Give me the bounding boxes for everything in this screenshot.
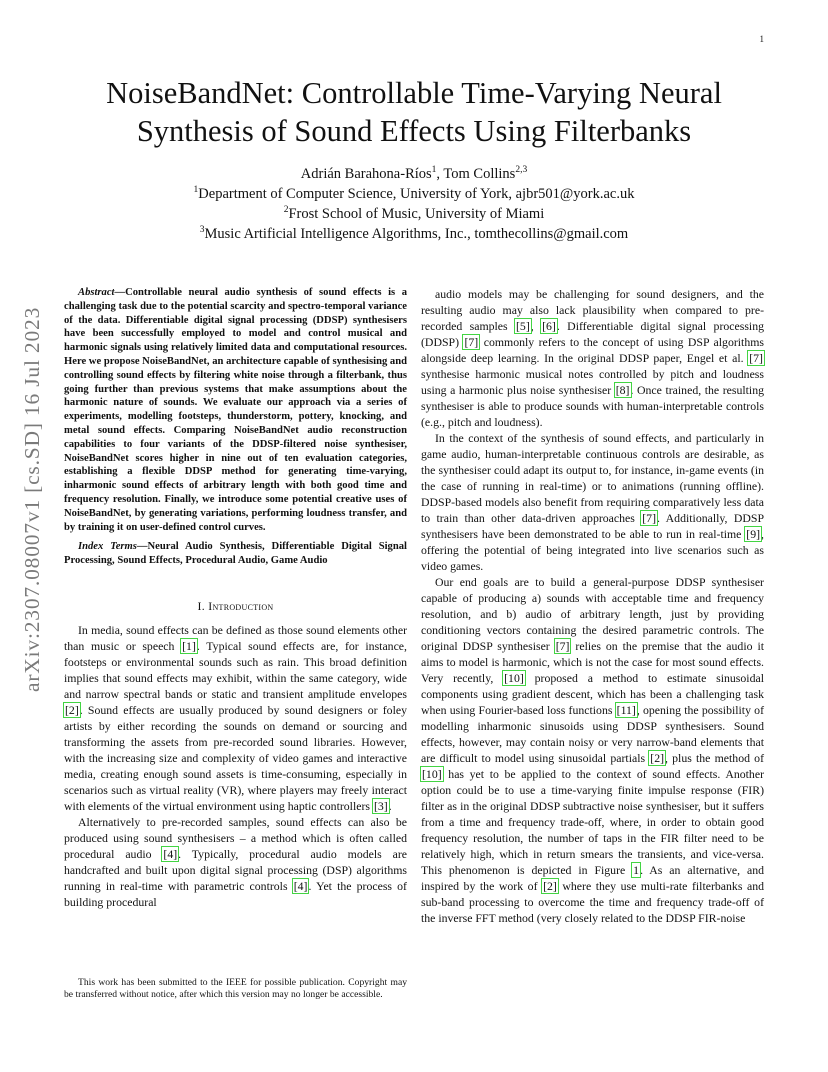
paragraph-text: . [388, 798, 392, 813]
affiliations [70, 184, 758, 244]
paragraph-text: , offering the potential of being integrated into live scenarios such as video games. [421, 527, 764, 573]
abstract-text: —Controllable neural audio synthesis of sound effects is a challenging task due to the potential scarcity and spectro-temporal variance of the data. Differentiable digital signal processing (DDSP) synthesisers have been successfully employed to model and control musical and harmonic signals using relatively limited data and computational resources. Here we propose NoiseBandNet, an architecture capable of synthesising and controlling sound effects by filtering white noise through a filterbank, thus going further than previous systems that make assumptions about the harmonic nature of sounds. We evaluate our approach via a series of experiments, modelling footsteps, thunderstorm, pottery, knocking, and metal sound effects. Comparing NoiseBandNet audio reconstruction capabilities to four variants of the DDSP-filtered noise synthesiser, NoiseBandNet scores higher in nine out of ten evaluation categories, establishing a flexible DDSP method for generating time-varying, inharmonic sound effects of arbitrary length with both good time and frequency resolution. Finally, we introduce some potential creative uses of NoiseBandNet, by generating variations, performing loudness transfer, and by training it on user-defined control curves. [64, 287, 407, 533]
affiliation-line [70, 204, 758, 224]
left-body-text [64, 622, 407, 910]
abstract [64, 286, 407, 534]
paragraph-text: commonly refers to the concept of using DSP algorithms alongside deep learning. In the original DDSP paper, Engel et al. [421, 335, 764, 365]
citation-link[interactable]: [11] [616, 703, 636, 717]
index-terms-text: —Neural Audio Synthesis, Differentiable Digital Signal Processing, Sound Effects, Procedural Audio, Game Audio [64, 541, 407, 567]
citation-link[interactable]: [10] [504, 671, 524, 685]
paragraph-text: relies on the premise that the audio it aims to model is harmonic, which is not the case for most sound effects. Very recently, [421, 639, 764, 685]
citation-link[interactable]: [9] [746, 527, 761, 541]
paragraph-text: proposed a method to estimate sinusoidal components using gradient descent, which has been a challenging task when using Fourier-based loss functions [421, 671, 764, 717]
citation-link[interactable]: [5] [516, 319, 530, 333]
affiliation-text: Music Artificial Intelligence Algorithms, Inc., tomthecollins@gmail.com [204, 226, 629, 242]
affiliation-text: Department of Computer Science, University of York, ajbr501@york.ac.uk [198, 186, 635, 202]
citation-link[interactable]: [10] [422, 767, 442, 781]
citation-link[interactable]: 1 [633, 863, 640, 877]
footnote: This work has been submitted to the IEEE for possible publication. Copyright may be transferred without notice, after which this version may no longer be accessible. [64, 977, 407, 1000]
right-column [421, 286, 764, 926]
affiliation-text: Frost School of Music, University of Miami [288, 206, 545, 222]
paragraph-text: . Once trained, the resulting synthesiser is able to produce sounds with human-interpretable controls (e.g., pitch and loudness). [421, 383, 764, 429]
author-block [70, 164, 758, 244]
index-terms [64, 540, 407, 568]
paragraph-text: . As an alternative, and inspired by the work of [421, 863, 764, 893]
paragraph-text: . Sound effects are usually produced by sound designers or foley artists by either recording the sounds on demand or sourcing and transforming the assets from pre-recorded sound libraries. However, with the increasing size and complexity of video games and interactive media, creating enough sound assets is time-consuming, especially in scenarios such as virtual reality (VR), where players may freely interact with elements of the virtual environment using haptic controllers [64, 702, 407, 813]
page-number: 1 [759, 34, 764, 44]
index-terms-lead: Index Terms [78, 541, 137, 553]
paragraph-text: . Additionally, DDSP synthesisers have been demonstrated to be able to run in real-time [421, 511, 764, 541]
citation-link[interactable]: [7] [464, 335, 479, 349]
paragraph-text: , opening the possibility of modelling inharmonic sinusoids using DDSP synthesisers. Sound effects, however, may contain noisy or very narrow-band elements that are difficult to model using sinusoidal partials [421, 703, 764, 765]
author-affiliation-marker: 2,3 [515, 165, 528, 176]
citation-link[interactable]: [7] [555, 639, 570, 653]
right-body-text [421, 286, 764, 926]
author-name: Adrián Barahona-Ríos [300, 166, 432, 182]
paper-title: NoiseBandNet: Controllable Time-Varying Neural Synthesis of Sound Effects Using Filterbanks [106, 76, 722, 148]
citation-link[interactable]: [2] [65, 702, 79, 717]
paragraph-text: . Typically, procedural audio models are handcrafted and built upon digital signal processing (DSP) algorithms running in real-time with parametric controls [64, 846, 407, 893]
body-paragraph [421, 430, 764, 574]
citation-link[interactable]: [4] [163, 846, 178, 861]
paragraph-text: In the context of the synthesis of sound effects, and particularly in game audio, human-interpretable continuous controls are desirable, as the synthesiser could adapt its output to, for instance, in-game events (in the case of running in real-time) or to animations (running offline). DDSP-based models also benefit from requiring comparatively less data to train than other data-driven approaches [421, 431, 764, 525]
paragraph-text: where they use multi-rate filterbanks and sub-band processing to overcome the time and frequency trade-off of the inverse FFT method (very closely related to the DDSP FIR-noise [421, 879, 764, 925]
affiliation-marker: 3 [199, 225, 205, 236]
affiliation-marker: 1 [193, 185, 199, 196]
citation-link[interactable]: [3] [373, 798, 388, 813]
author-separator: , [436, 166, 444, 182]
body-paragraph [64, 622, 407, 814]
affiliation-line [70, 184, 758, 204]
citation-link[interactable]: [7] [749, 351, 763, 365]
citation-link[interactable]: [7] [642, 511, 657, 525]
citation-link[interactable]: [2] [543, 879, 557, 893]
author-names [70, 164, 758, 184]
citation-link[interactable]: [6] [542, 319, 556, 333]
paragraph-text: . Differentiable digital signal processing (DDSP) [421, 319, 764, 349]
body-paragraph [421, 574, 764, 926]
body-paragraph [421, 286, 764, 430]
paragraph-text: . Yet the process of building procedural [64, 878, 407, 909]
arxiv-identifier-stamp[interactable]: arXiv:2307.08007v1 [cs.SD] 16 Jul 2023 [20, 306, 44, 692]
paragraph-text: In media, sound effects can be defined as those sound elements other than music or speech [64, 622, 407, 653]
affiliation-marker: 2 [283, 205, 289, 216]
paragraph-text: has yet to be applied to the context of sound effects. Another option could be to use a time-varying finite impulse response (FIR) filter as in the original DDSP subtractive noise synthesiser, but it suffers from a time and frequency trade-off, where, in order to obtain good frequency resolution, the number of taps in the FIR filter need to be relatively high, which in return smears the transients, and vice-versa. This phenomenon is depicted in Figure [421, 767, 764, 877]
paragraph-text: , plus the method of [665, 751, 764, 765]
abstract-lead: Abstract [78, 287, 115, 298]
section-heading-introduction: I. Introduction [197, 598, 274, 613]
paragraph-text: audio models may be challenging for sound designers, and the resulting audio may also lack plausibility when compared to pre-recorded samples [421, 287, 764, 333]
paragraph-text: Our end goals are to build a general-purpose DDSP synthesiser capable of producing a) sounds with acceptable time and frequency resolution, and b) audio of arbitrary length, just by providing conditioning vectors containing the desired parametric controls. The original DDSP synthesiser [421, 575, 764, 653]
left-column [64, 286, 407, 910]
author-affiliation-marker: 1 [431, 165, 437, 176]
affiliation-line [70, 224, 758, 244]
citation-link[interactable]: [1] [182, 638, 196, 653]
paragraph-text: Alternatively to pre-recorded samples, sound effects can also be produced using sound synthesisers – a method which is often called procedural audio [64, 814, 407, 861]
citation-link[interactable]: [2] [650, 751, 665, 765]
body-paragraph [64, 814, 407, 910]
citation-link[interactable]: [4] [293, 878, 308, 893]
author-name: Tom Collins [443, 166, 516, 182]
paragraph-text: , [530, 319, 542, 333]
paragraph-text: synthesise harmonic musical notes controlled by pitch and loudness using a harmonic plus noise synthesiser [421, 367, 764, 397]
paragraph-text: . Typical sound effects are, for instance, footsteps or environmental sounds such as rain. This broad definition implies that sound effects may exhibit, within the same category, wide and narrow spectral bands or static and transient amplitude envelopes [64, 638, 407, 701]
citation-link[interactable]: [8] [615, 383, 630, 397]
